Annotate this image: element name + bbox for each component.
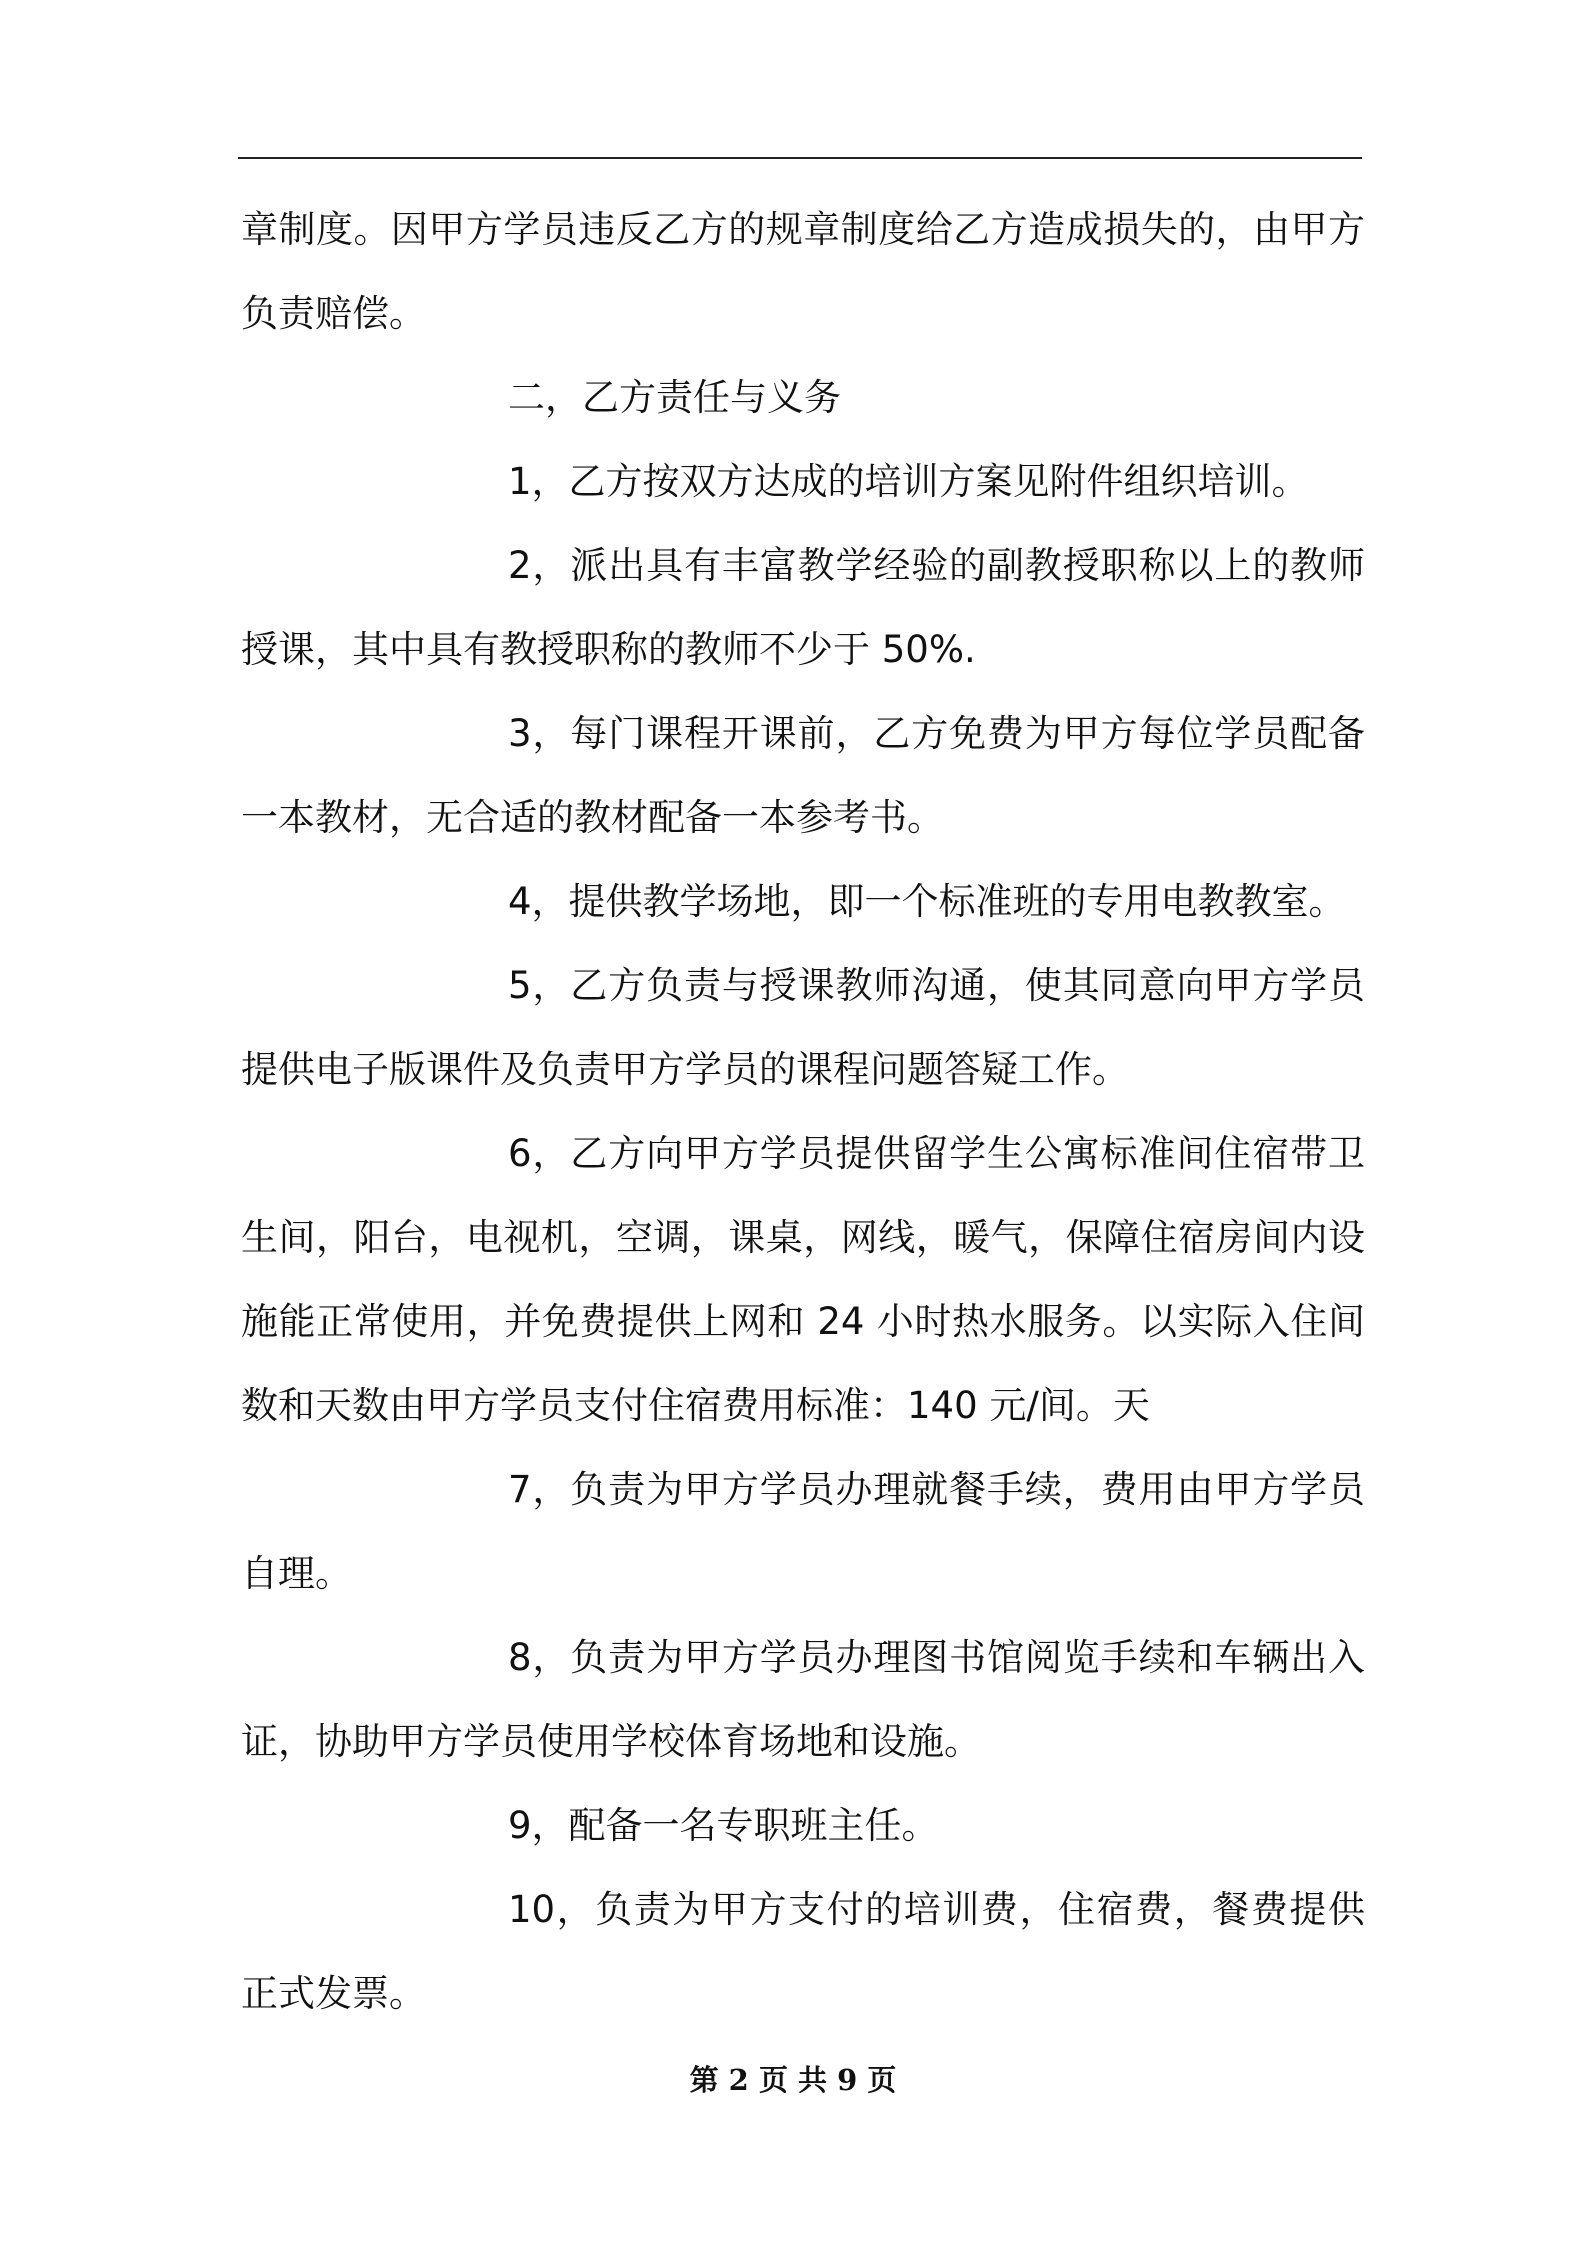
page-number-footer: 第 2 页 共 9 页 [689, 2063, 897, 2097]
list-item-5: 5，乙方负责与授课教师沟通，使其同意向甲方学员提供电子版课件及负责甲方学员的课程问题答疑工作。 [241, 964, 1365, 1091]
document-body [241, 188, 1365, 2036]
header-rule [238, 157, 1362, 159]
list-item-2: 2，派出具有丰富教学经验的副教授职称以上的教师授课，其中具有教授职称的教师不少于 50%. [241, 544, 1365, 671]
list-item-3: 3，每门课程开课前，乙方免费为甲方每位学员配备一本教材，无合适的教材配备一本参考书。 [241, 712, 1365, 839]
list-item-6: 6，乙方向甲方学员提供留学生公寓标准间住宿带卫生间，阳台，电视机，空调，课桌，网线，暖气，保障住宿房间内设施能正常使用，并免费提供上网和 24 小时热水服务。以实际入住间数和天数由甲方学员支付住宿费用标准：140 元/间。天 [241, 1132, 1365, 1427]
list-item-7: 7，负责为甲方学员办理就餐手续，费用由甲方学员自理。 [241, 1468, 1365, 1595]
list-item-4: 4，提供教学场地，即一个标准班的专用电教教室。 [508, 880, 1346, 923]
section-heading: 二，乙方责任与义务 [508, 376, 841, 419]
list-item-8: 8，负责为甲方学员办理图书馆阅览手续和车辆出入证，协助甲方学员使用学校体育场地和设施。 [241, 1636, 1365, 1763]
paragraph-continuation: 章制度。因甲方学员违反乙方的规章制度给乙方造成损失的，由甲方负责赔偿。 [241, 208, 1365, 335]
list-item-10: 10，负责为甲方支付的培训费，住宿费，餐费提供正式发票。 [241, 1888, 1365, 2015]
list-item-1: 1，乙方按双方达成的培训方案见附件组织培训。 [508, 460, 1309, 503]
list-item-9: 9，配备一名专职班主任。 [508, 1804, 939, 1847]
